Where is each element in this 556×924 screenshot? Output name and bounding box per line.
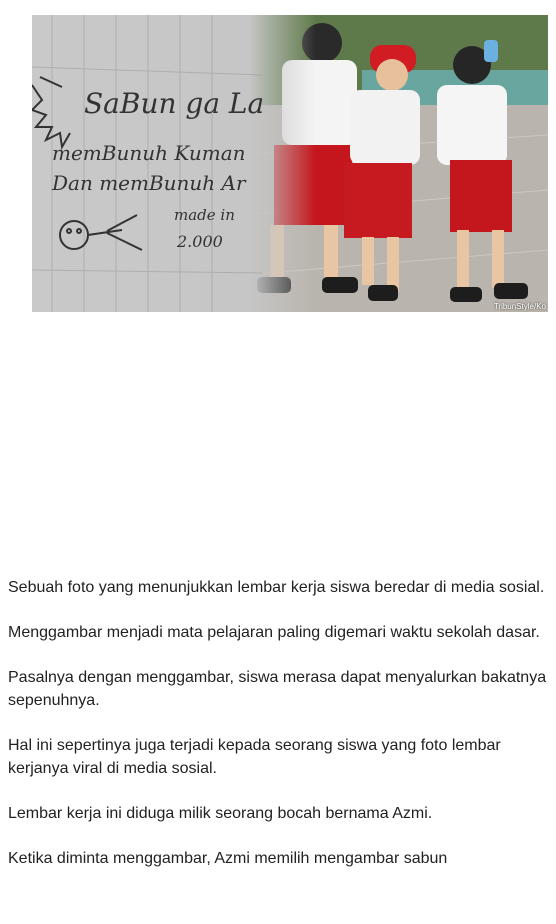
sketch-line-3: Dan memBunuh Ar xyxy=(52,171,246,195)
sketch-line-1: SaBun ga La xyxy=(84,87,265,120)
sketch-line-4: made in xyxy=(174,206,235,224)
article-paragraph: Ketika diminta menggambar, Azmi memilih mengambar sabun xyxy=(8,850,448,867)
article-body xyxy=(8,576,548,892)
sketch-line-2: memBunuh Kuman xyxy=(52,141,246,165)
article-paragraph: Lembar kerja ini diduga milik seorang bocah bernama Azmi. xyxy=(8,805,433,822)
article-hero-image xyxy=(32,15,548,312)
image-watermark: TribunStyle/Ko xyxy=(493,302,546,311)
article-paragraph: Pasalnya dengan menggambar, siswa merasa dapat menyalurkan bakatnya sepenuhnya. xyxy=(8,669,547,709)
hero-photo xyxy=(32,15,548,312)
article-paragraph: Menggambar menjadi mata pelajaran paling digemari waktu sekolah dasar. xyxy=(8,624,540,641)
article-paragraph: Hal ini sepertinya juga terjadi kepada seorang siswa yang foto lembar kerjanya viral di media sosial. xyxy=(8,737,501,777)
sketch-line-5: 2.000 xyxy=(177,232,223,251)
blank-ad-space xyxy=(0,312,556,572)
article-paragraph: Sebuah foto yang menunjukkan lembar kerja siswa beredar di media sosial. xyxy=(8,579,545,596)
